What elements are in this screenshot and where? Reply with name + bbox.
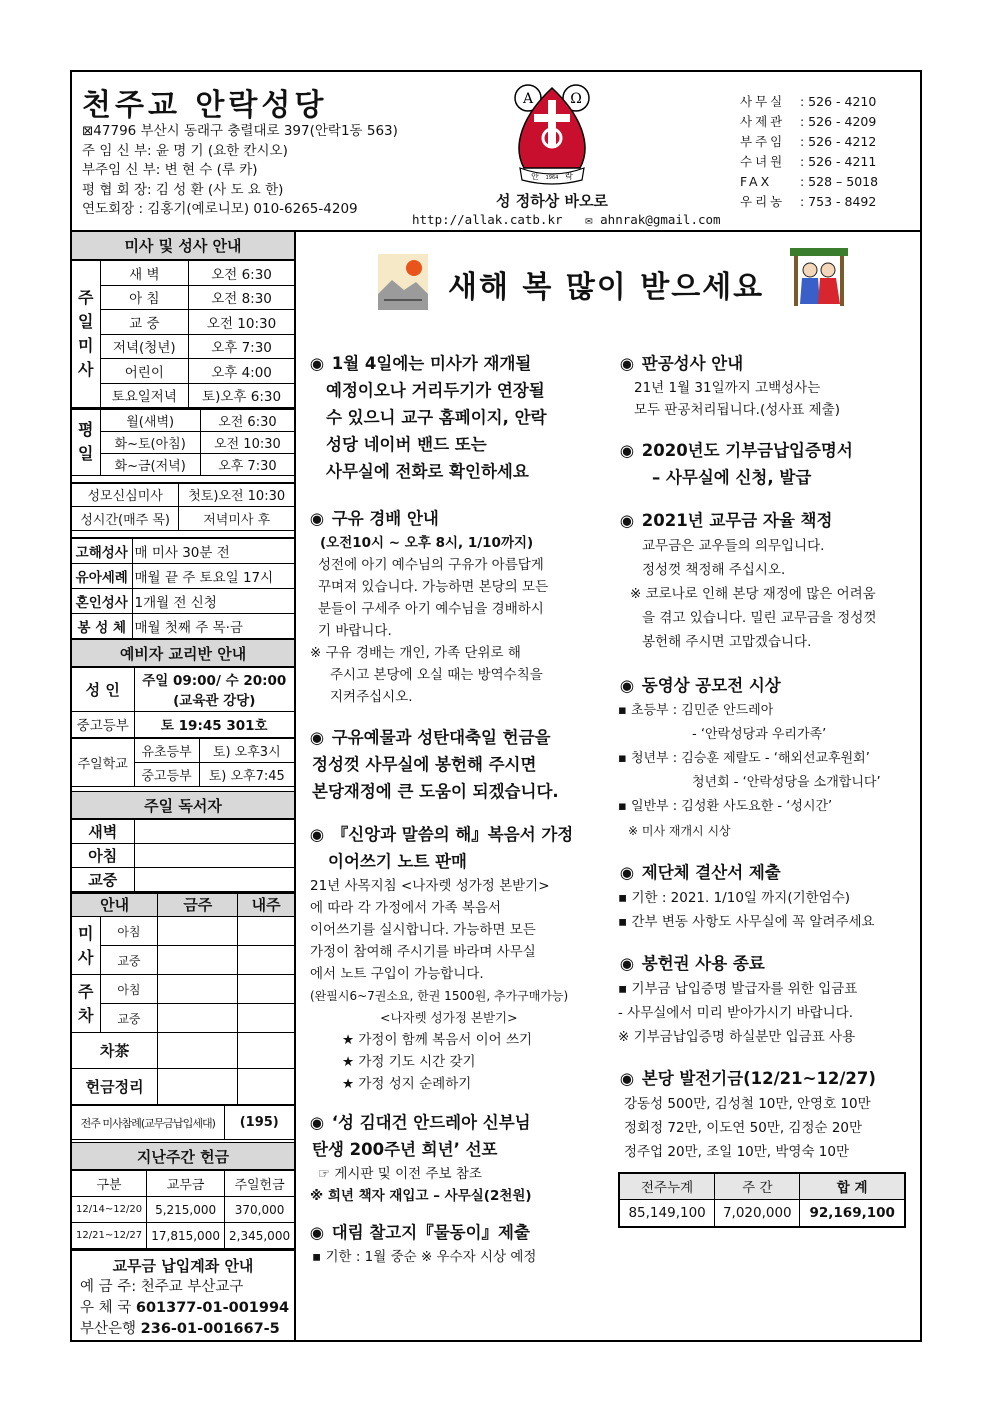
account-section [72, 1249, 294, 1340]
fund-cumulative: 85,149,100 [619, 1199, 715, 1227]
sunday-school-table [72, 738, 294, 787]
website-link[interactable]: http://allak.catb.kr [412, 212, 563, 227]
sacrament-name: 혼인성사 [72, 588, 132, 613]
church-address: ⊠47796 부산시 동래구 충렬대로 397(안락1동 563) [82, 123, 398, 139]
offering-tithe: 5,215,000 [147, 1197, 225, 1223]
sacrament-time: 매월 첫째 주 목·금 [132, 613, 294, 638]
notice-video-contest: ◉ 동영상 공모전 시상 ▪ 초등부 : 김민준 안드레아 - ‘안락성당과 우리가족’ ▪ 청년부 : 김승훈 제랄도 - ‘해외선교후원회’ 청년회 - ‘안락성당을 소개합니다’ ▪ 일반부 : 김성환 사도요한 - ‘성시간’ ※ 미사 재개시 시상 [618, 672, 916, 843]
offering-sunday: 370,000 [225, 1197, 294, 1223]
notice-jubilee: ◉ ‘성 김대건 안드레아 신부님 탄생 200주년 희년’ 선포 ☞ 게시판 및 이전 주보 참조 ※ 희년 책자 재입고 – 사무실(2천원) [308, 1109, 608, 1207]
mass-name: 교 중 [100, 310, 189, 335]
mass-time: 토)오후 6:30 [189, 383, 294, 408]
guide-head-next-week: 내주 [238, 893, 294, 917]
bulletin-frame [70, 70, 922, 1342]
attendance-value: (195) [224, 1106, 294, 1140]
bullet-icon: ◉ [309, 728, 325, 747]
sacrament-time: 매월 끝 주 토요일 17시 [132, 563, 294, 588]
phone-row: 사무실 : 526 - 4210 [740, 94, 877, 109]
mass-time: 오전 6:30 [189, 261, 294, 286]
phone-row: 수녀원 : 526 - 4211 [740, 154, 877, 169]
guide-slot: 교중 [100, 1004, 158, 1033]
sidebar [72, 232, 296, 1342]
guide-slot: 아침 [100, 917, 158, 946]
council-line: 평 협 회 장: 김 성 환 (사 도 요 한) [82, 181, 284, 198]
new-year-banner: 새해 복 많이 받으세요 [448, 270, 765, 305]
bulletin-header [72, 72, 920, 232]
reader-title: 주일 독서자 [72, 791, 294, 819]
web-contacts [412, 212, 721, 227]
parking-guide-label: 주 차 [72, 975, 100, 1033]
bullet-icon: ◉ [309, 354, 325, 373]
phone-row: 우리농 : 753 - 8492 [740, 194, 877, 209]
mass-name: 월(새벽) [100, 409, 200, 431]
fund-table [618, 1172, 906, 1228]
logo-alpha: Α [522, 91, 534, 107]
reader-name [134, 819, 294, 843]
mass-name: 토요일저녁 [100, 383, 189, 408]
bullet-icon: ◉ [619, 863, 635, 882]
mass-name: 성모신심미사 [72, 483, 179, 507]
mass-time: 오전 10:30 [189, 310, 294, 335]
logo-text-an: 안 [531, 172, 539, 181]
notebook-star: ★ 가정 성지 순례하기 [342, 1076, 472, 1092]
adult-class-time: 주일 09:00/ 수 20:00 (교육관 강당) [134, 667, 294, 711]
mass-time: 첫토)오전 10:30 [179, 483, 294, 507]
reader-slot: 아침 [72, 843, 134, 867]
school-group: 중고등부 [134, 762, 199, 786]
mass-time: 오전 10:30 [200, 431, 294, 453]
fund-head: 주 간 [715, 1173, 800, 1199]
fund-total: 92,169,100 [800, 1199, 905, 1227]
mass-name: 아 침 [100, 285, 189, 310]
account-row: 예 금 주: 천주교 부산교구 [80, 1279, 244, 1295]
bullet-icon: ◉ [309, 509, 325, 528]
offering-tithe: 17,815,000 [147, 1223, 225, 1249]
offering-sunday: 2,345,000 [225, 1223, 294, 1249]
mass-guide-label: 미 사 [72, 917, 100, 975]
offering-title: 지난주간 헌금 [72, 1142, 294, 1170]
youth-class-time: 토 19:45 301호 [134, 711, 294, 737]
sacrament-name: 고해성사 [72, 538, 132, 563]
mass-name: 화~금(저녁) [100, 453, 200, 475]
mass-name: 어린이 [100, 359, 189, 384]
fund-head: 합 계 [800, 1173, 905, 1199]
bullet-icon: ◉ [619, 511, 635, 530]
patron-saint: 성 정하상 바오로 [496, 192, 608, 210]
guide-head-this-week: 금주 [158, 893, 238, 917]
assistant-line: 부주임 신 부: 변 현 수 (루 카) [82, 162, 258, 178]
mass-time: 저녁미사 후 [179, 507, 294, 531]
notice-receipt: ◉ 2020년도 기부금납입증명서 – 사무실에 신청, 발급 [618, 437, 916, 491]
mass-time: 오후 7:30 [200, 453, 294, 475]
mass-schedule-title: 미사 및 성사 안내 [72, 232, 294, 260]
mass-name: 새 벽 [100, 261, 189, 286]
catechumen-table [72, 667, 294, 738]
fund-week: 7,020,000 [715, 1199, 800, 1227]
email-link[interactable]: ✉ ahnrak@gmail.com [585, 212, 721, 227]
offering-head: 주일헌금 [225, 1171, 294, 1197]
logo-omega: Ω [570, 91, 582, 107]
weekday-mass-table [72, 408, 294, 476]
logo-year: 1964 [545, 175, 559, 181]
sacrament-time: 매 미사 30분 전 [132, 538, 294, 563]
special-mass-table [72, 482, 294, 532]
offering-sort-label: 헌금정리 [72, 1069, 158, 1105]
phone-row: 사제관 : 526 - 4209 [740, 114, 877, 129]
pastor-line: 주 임 신 부: 윤 명 기 (요한 칸시오) [82, 142, 288, 159]
sacrament-table [72, 537, 294, 639]
offering-table [72, 1170, 294, 1249]
account-row: 우 체 국 601377-01-001994 [80, 1300, 290, 1316]
guide-head-label: 안내 [72, 893, 158, 917]
mass-time: 오후 7:30 [189, 334, 294, 359]
notice-crib: ◉ 구유 경배 안내 (오전10시 ~ 오후 8시, 1/10까지) 성전에 아기 예수님의 구유가 아름답게 꾸며져 있습니다. 가능하면 본당의 모든 분들이 구세주 아기 예수님을 경배하시 기 바랍니다. ※ 구유 경배는 개인, 가족 단위로 해 주시고 본당에 오실 때는 방역수칙을 지켜주십시오. [308, 505, 608, 708]
phone-row: FAX : 528 – 5018 [740, 174, 879, 189]
bullet-icon: ◉ [619, 354, 635, 373]
reader-name [134, 867, 294, 891]
offering-week: 12/14~12/20 [72, 1197, 147, 1223]
school-group: 유초등부 [134, 738, 199, 762]
mass-time: 오전 8:30 [189, 285, 294, 310]
right-notices [618, 350, 916, 1228]
catechumen-title: 예비자 교리반 안내 [72, 639, 294, 667]
youth-leader-line: 연도회장 : 김홍기(예로니모) 010-6265-4209 [82, 201, 358, 217]
reader-table [72, 819, 294, 892]
adult-class-label: 성 인 [72, 667, 134, 711]
youth-class-label: 중고등부 [72, 711, 134, 737]
reader-slot: 교중 [72, 867, 134, 891]
bullet-icon: ◉ [309, 825, 325, 844]
bullet-icon: ◉ [619, 676, 635, 695]
mass-name: 화~토(아침) [100, 431, 200, 453]
tea-label: 차茶 [72, 1033, 158, 1069]
mass-name: 저녁(청년) [100, 334, 189, 359]
sacrament-name: 봉 성 체 [72, 613, 132, 638]
notice-tithe: ◉ 2021년 교무금 자율 책정 교무금은 교우들의 의무입니다. 정성껏 책정해 주십시오. ※ 코로나로 인해 본당 재정에 많은 어려움 을 겪고 있습니다. 밀린 교무금을 정성껏 봉헌해 주시면 고맙겠습니다. [618, 507, 916, 654]
notice-development-fund: ◉ 본당 발전기금(12/21~12/27) 강동성 500만, 김성철 10만, 안영호 10만 정회정 72만, 이도연 50만, 김정순 20만 정주업 20만, 조일 10만, 박영숙 10만 전주누계 주 간 합 계 85,149,100 7,020,000 92,169,100 [618, 1065, 916, 1228]
attendance-table [72, 1105, 294, 1140]
reader-name [134, 843, 294, 867]
attendance-label: 전주 미사참례(교무금납입세대) [72, 1106, 224, 1140]
church-logo-icon [502, 76, 602, 188]
left-notices [308, 350, 608, 1268]
logo-text-rak: 락 [565, 172, 573, 181]
account-title: 교무금 납입계좌 안내 [112, 1257, 254, 1275]
notice-magazine: ◉ 대림 찰고지『물동이』제출 ▪ 기한 : 1월 중순 ※ 우수자 시상 예정 [308, 1219, 608, 1268]
notice-envelope: ◉ 봉헌권 사용 종료 ▪ 기부금 납입증명 발급자를 위한 입금표 - 사무실에서 미리 받아가시기 바랍니다. ※ 기부금납입증명 하실분만 입금표 사용 [618, 950, 916, 1049]
guide-slot: 교중 [100, 946, 158, 975]
school-time: 토) 오후3시 [199, 738, 294, 762]
bullet-icon: ◉ [309, 1223, 325, 1242]
weekday-mass-label: 평 일 [72, 409, 100, 475]
sacrament-name: 유아세례 [72, 563, 132, 588]
bullet-icon: ◉ [619, 441, 635, 460]
main-content [298, 232, 920, 1342]
offering-head: 교무금 [147, 1171, 225, 1197]
guide-slot: 아침 [100, 975, 158, 1004]
notice-reopen: ◉ 1월 4일에는 미사가 재개될 예정이오나 거리두기가 연장될 수 있으니 교구 홈페이지, 안락 성당 네이버 밴드 또는 사무실에 전화로 확인하세요 [308, 350, 608, 485]
sunday-mass-table [72, 260, 294, 408]
church-info [82, 122, 398, 220]
fund-head: 전주누계 [619, 1173, 715, 1199]
offering-head: 구분 [72, 1171, 147, 1197]
notice-judgment: ◉ 판공성사 안내 21년 1월 31일까지 고백성사는 모두 판공처리됩니다.(성사표 제출) [618, 350, 916, 421]
guide-table [72, 892, 294, 1106]
notice-settlement: ◉ 제단체 결산서 제출 ▪ 기한 : 2021. 1/10일 까지(기한엄수) ▪ 간부 변동 사항도 사무실에 꼭 알려주세요 [618, 859, 916, 934]
sunday-mass-label: 주 일 미 사 [72, 261, 100, 408]
new-year-landscape-icon [378, 254, 428, 310]
hanbok-children-icon [790, 248, 848, 308]
school-time: 토) 오후7:45 [199, 762, 294, 786]
bullet-icon: ◉ [619, 954, 635, 973]
phone-row: 부주임 : 526 - 4212 [740, 134, 877, 149]
mass-time: 오전 6:30 [200, 409, 294, 431]
bullet-icon: ◉ [619, 1069, 635, 1088]
mass-name: 성시간(매주 목) [72, 507, 179, 531]
notice-donation: ◉ 구유예물과 성탄대축일 헌금을 정성껏 사무실에 봉헌해 주시면 본당재정에 큰 도움이 되겠습니다. [308, 724, 608, 805]
notebook-star: ★ 가정이 함께 복음서 이어 쓰기 [342, 1032, 533, 1048]
sacrament-time: 1개월 전 신청 [132, 588, 294, 613]
bullet-icon: ◉ [309, 1113, 325, 1132]
notice-notebook: ◉ 『신앙과 말씀의 해』복음서 가정 이어쓰기 노트 판매 21년 사목지침 <나자렛 성가정 본받기> 에 따라 각 가정에서 가족 복음서 이어쓰기를 실시합니다. 가능하면 모든 가정이 참여해 주시기를 바라며 사무실 에서 노트 구입이 가능합니다. (완필시6~7권소요, 한권 1500원, 추가구매가능) <나자렛 성가정 본받기> ★ 가정이 함께 복음서 이어 쓰기 ★ 가정 기도 시간 갖기 ★ 가정 성지 순례하기 [308, 821, 608, 1095]
account-row: 부산은행 236-01-001667-5 [80, 1321, 280, 1337]
reader-slot: 새벽 [72, 819, 134, 843]
offering-week: 12/21~12/27 [72, 1223, 147, 1249]
phone-directory [740, 92, 878, 212]
mass-time: 오후 4:00 [189, 359, 294, 384]
church-name: 천주교 안락성당 [82, 88, 328, 123]
notebook-star: ★ 가정 기도 시간 갖기 [342, 1054, 476, 1070]
sunday-school-label: 주일학교 [72, 738, 134, 786]
